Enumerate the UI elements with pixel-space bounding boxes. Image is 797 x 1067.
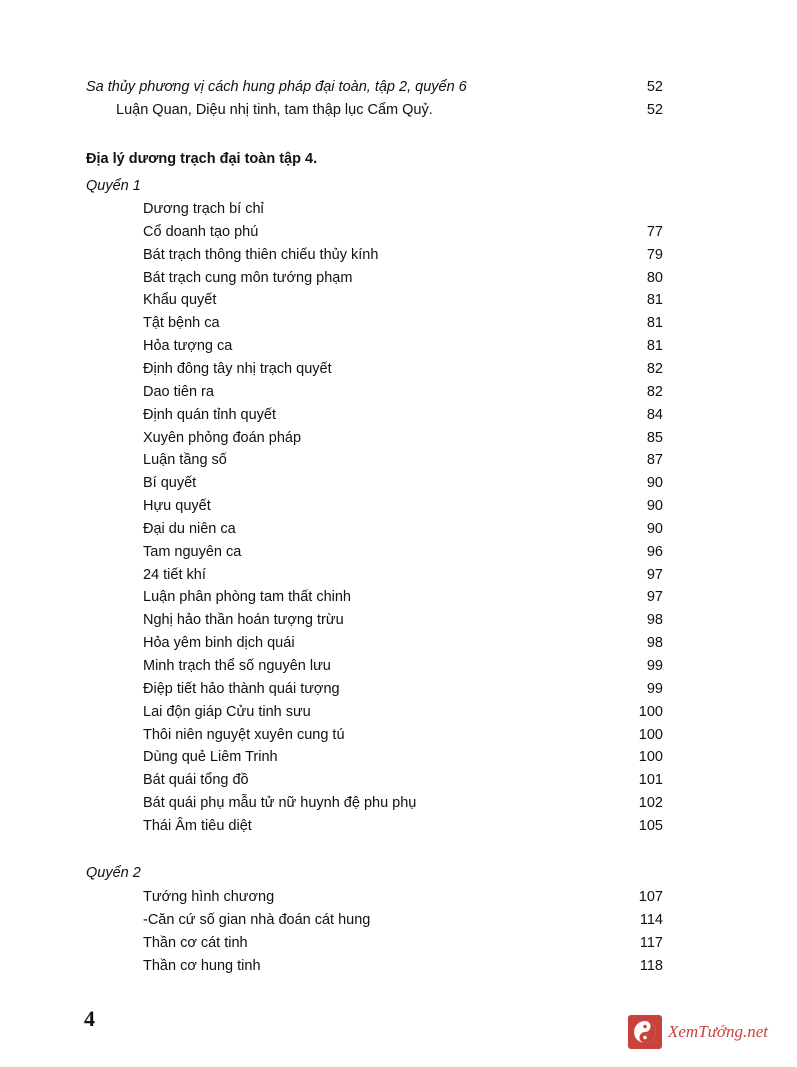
watermark	[628, 1013, 790, 1051]
toc-entry-heading	[86, 76, 663, 98]
entry-title: Bát trạch thông thiên chiếu thủy kính	[143, 246, 379, 263]
toc-entry	[143, 792, 663, 814]
entry-page: 84	[646, 406, 663, 423]
entry-title: Hỏa yêm binh dịch quái	[143, 635, 295, 652]
entry-title: Tam nguyên ca	[143, 543, 242, 560]
entry-page: 98	[646, 612, 663, 629]
entry-page: 97	[646, 589, 663, 606]
entry-title: Xuyên phỏng đoán pháp	[143, 429, 302, 446]
entry-title: Bí quyết	[143, 475, 197, 492]
toc-entry	[143, 541, 663, 563]
entry-page: 82	[646, 360, 663, 377]
entry-title: Luận Quan, Diệu nhị tinh, tam thập lục Cẩm Quỷ.	[116, 102, 433, 118]
entry-title: Dao tiên ra	[143, 383, 214, 400]
entry-title: Cổ doanh tạo phú	[143, 223, 259, 240]
entry-page: 99	[646, 658, 663, 674]
entry-page: 107	[638, 889, 663, 905]
entry-title: Tật bệnh ca	[143, 315, 220, 332]
entry-title: Lai độn giáp Cửu tinh sưu	[143, 703, 311, 720]
entry-page: 80	[646, 269, 663, 286]
toc-entry	[143, 358, 663, 380]
entry-page: 90	[646, 475, 663, 492]
toc-entry	[143, 678, 663, 700]
entry-page: 97	[646, 566, 663, 583]
entry-page: 117	[639, 934, 663, 951]
entry-title: -Căn cứ số gian nhà đoán cát hung	[143, 911, 371, 928]
entry-page: 98	[646, 635, 663, 652]
toc-entry	[143, 427, 663, 449]
entry-title: Bát quái phụ mẫu tử nữ huynh đệ phu phụ	[143, 795, 417, 812]
toc-entry	[116, 99, 663, 121]
volume-label	[86, 175, 286, 197]
toc-entry	[143, 769, 663, 791]
entry-page: 105	[638, 817, 663, 834]
entry-page: 90	[646, 498, 663, 515]
book-heading	[86, 148, 663, 170]
toc-entry	[143, 335, 663, 357]
entry-title: 24 tiết khí	[143, 566, 206, 583]
entry-title: Thái Âm tiêu diệt	[143, 817, 252, 834]
toc-entry	[143, 472, 663, 494]
entry-title: Định đông tây nhị trạch quyết	[143, 360, 332, 377]
toc-entry	[143, 586, 663, 608]
toc-entry	[143, 244, 663, 266]
toc-entry	[143, 198, 663, 220]
volume-title: Quyển 1	[86, 178, 141, 194]
toc-entry	[143, 655, 663, 677]
entry-title: Nghị hảo thần hoán tượng trừu	[143, 612, 344, 629]
yin-yang-icon	[628, 1015, 662, 1049]
entry-page: 81	[646, 315, 663, 332]
entry-title: Định quán tỉnh quyết	[143, 406, 277, 423]
entry-page: 100	[638, 703, 663, 720]
toc-entry	[143, 518, 663, 540]
volume-title: Quyển 2	[86, 865, 141, 881]
entry-title: Đại du niên ca	[143, 520, 236, 537]
toc-entry	[143, 495, 663, 517]
toc-entry	[143, 312, 663, 334]
entry-page: 90	[646, 520, 663, 537]
entry-title: Luận tầng số	[143, 452, 227, 469]
toc-entry	[143, 886, 663, 908]
toc-entry	[143, 955, 663, 977]
toc-entry	[143, 724, 663, 746]
volume-label	[86, 862, 286, 884]
entry-title: Hựu quyết	[143, 498, 211, 515]
toc-entry	[143, 746, 663, 768]
entry-page: 52	[646, 79, 663, 95]
entry-title: Bát quái tổng đồ	[143, 772, 249, 789]
entry-title: Điệp tiết hảo thành quái tượng	[143, 680, 340, 697]
entry-page: 118	[639, 957, 663, 974]
toc-entry	[143, 449, 663, 471]
entry-title: Tướng hình chương	[143, 889, 275, 905]
entry-title: Khẩu quyết	[143, 292, 217, 309]
toc-entry	[143, 609, 663, 631]
entry-page: 81	[646, 292, 663, 309]
entry-page: 99	[646, 680, 663, 697]
entry-page: 96	[646, 543, 663, 560]
entry-page: 52	[646, 102, 663, 118]
entry-title: Dùng quẻ Liêm Trinh	[143, 749, 278, 766]
toc-entry	[143, 404, 663, 426]
entry-page: 81	[646, 338, 663, 355]
entry-title: Thôi niên nguyệt xuyên cung tú	[143, 726, 345, 743]
entry-page: 87	[646, 452, 663, 469]
entry-page: 77	[646, 223, 663, 240]
entry-page: 79	[646, 246, 663, 263]
entry-page: 82	[646, 383, 663, 400]
toc-entry	[143, 909, 663, 931]
page-number: 4	[84, 1006, 95, 1031]
entry-title: Hỏa tượng ca	[143, 338, 233, 355]
entry-page: 102	[638, 795, 663, 812]
toc-entry	[143, 815, 663, 837]
toc-entry	[143, 381, 663, 403]
entry-title: Sa thủy phương vị cách hung pháp đại toàn, tập 2, quyển 6	[86, 79, 467, 95]
entry-title: Thần cơ cát tinh	[143, 934, 248, 951]
entry-title: Thần cơ hung tinh	[143, 957, 261, 974]
toc-entry	[143, 289, 663, 311]
entry-title: Dương trạch bí chỉ	[143, 201, 264, 217]
entry-title: Bát trạch cung môn tướng phạm	[143, 269, 353, 286]
toc-entry	[143, 564, 663, 586]
entry-page: 101	[638, 772, 663, 789]
entry-page: 100	[638, 726, 663, 743]
toc-entry	[143, 267, 663, 289]
entry-title: Luận phân phòng tam thất chinh	[143, 589, 351, 606]
entry-page: 85	[646, 429, 663, 446]
toc-entry	[143, 701, 663, 723]
toc-entry	[143, 632, 663, 654]
entry-page: 100	[638, 749, 663, 766]
toc-entry	[143, 221, 663, 243]
watermark-text: XemTướng.net	[668, 1022, 769, 1041]
entry-page: 114	[639, 911, 663, 928]
entry-title: Minh trạch thể số nguyên lưu	[143, 658, 331, 674]
toc-entry	[143, 932, 663, 954]
book-title: Địa lý dương trạch đại toàn tập 4.	[86, 151, 318, 167]
